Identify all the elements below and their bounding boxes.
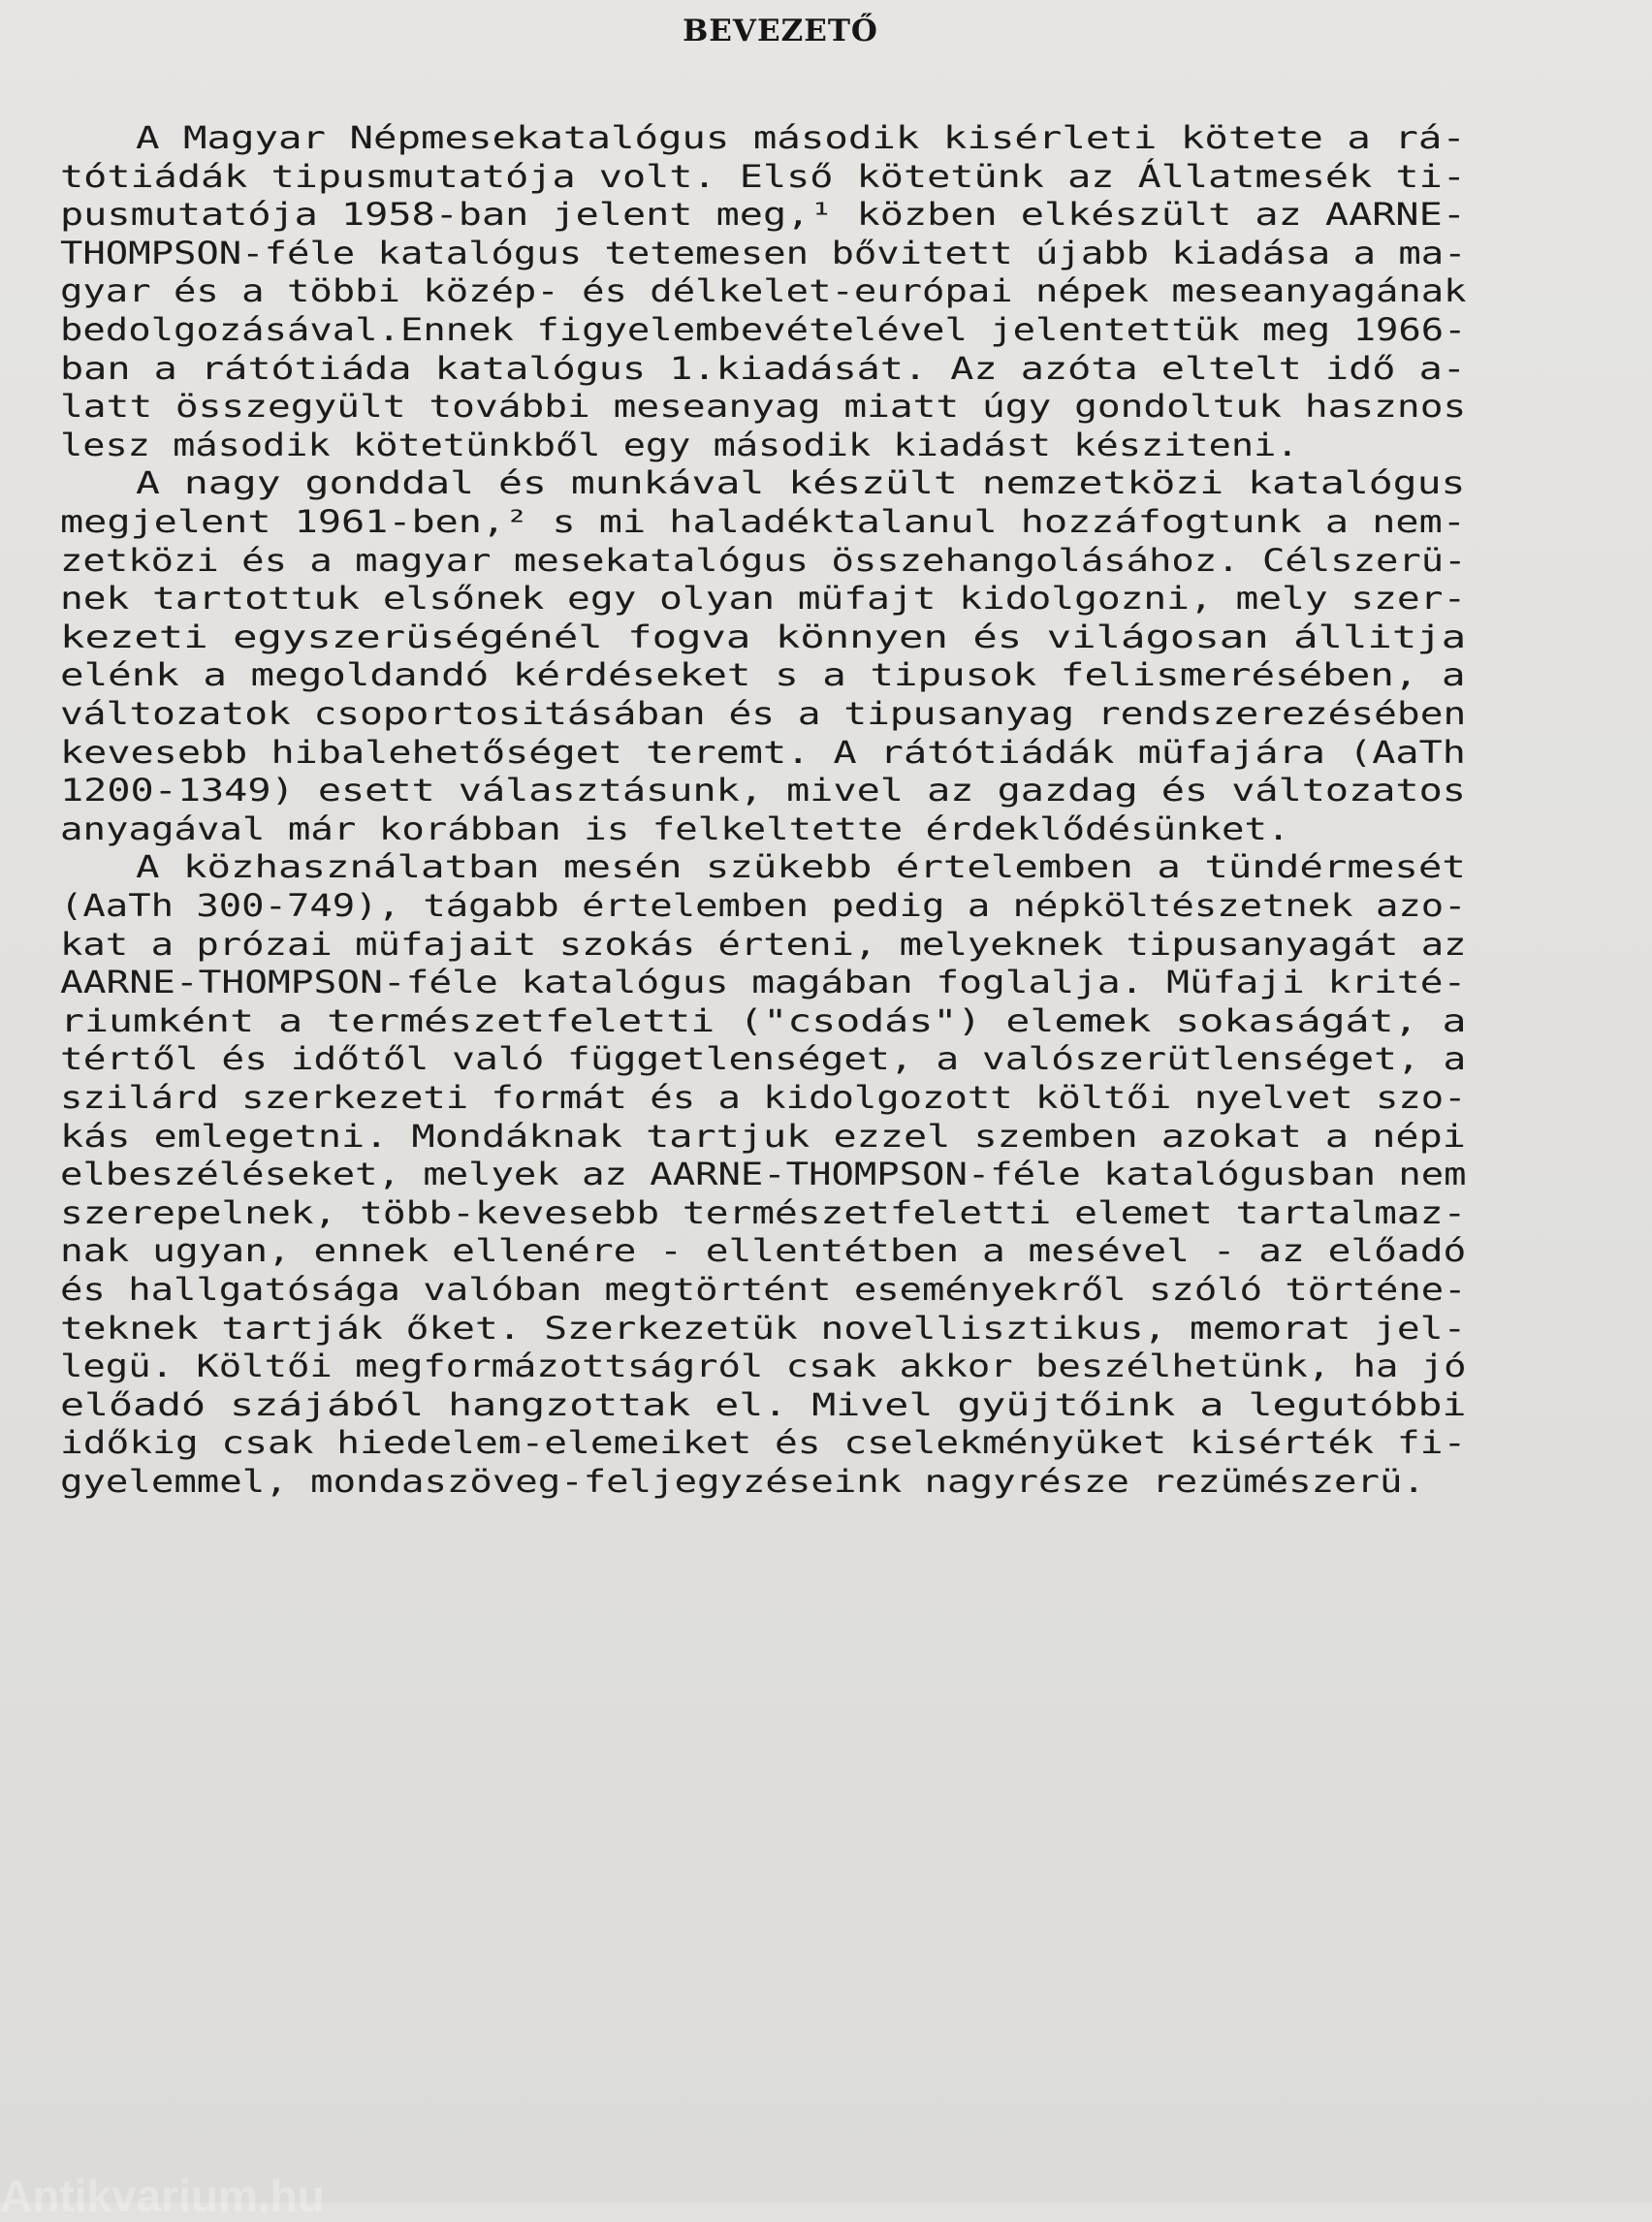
text-line: nek tartottuk elsőnek egy olyan müfajt kidolgozni, mely szer- [60, 580, 1467, 618]
text-line: nak ugyan, ennek ellenére - ellentétben a mesével - az előadó [60, 1232, 1467, 1270]
text-line: A Magyar Népmesekatalógus második kisérleti kötete a rá- [136, 119, 1466, 156]
text-line: bedolgozásával.Ennek figyelembevételével jelentettük meg 1966- [60, 311, 1467, 348]
text-line: elénk a megoldandó kérdéseket s a tipusok felismerésében, a [60, 656, 1466, 694]
text-line: szilárd szerkezeti formát és a kidolgozott költői nyelvet szo- [60, 1079, 1467, 1116]
text-line: A közhasználatban mesén szükebb értelemben a tündérmesét [136, 848, 1466, 886]
text-line: megjelent 1961-ben,² s mi haladéktalanul hozzáfogtunk a nem- [60, 503, 1466, 540]
text-line: legü. Költői megformázottságról csak akkor beszélhetünk, ha jó [60, 1348, 1467, 1385]
text-line: kat a prózai müfajait szokás érteni, melyeknek tipusanyagát az [60, 925, 1467, 963]
text-line: elbeszéléseket, melyek az AARNE-THOMPSON-féle katalógusban nem [60, 1156, 1467, 1193]
text-line: A nagy gonddal és munkával készült nemzetközi katalógus [136, 464, 1466, 502]
text-line: riumként a természetfeletti ("csodás") elemek sokaságát, a [60, 1001, 1467, 1039]
text-line: THOMPSON-féle katalógus tetemesen bővitett újabb kiadása a ma- [60, 234, 1467, 271]
text-line: kezeti egyszerüségénél fogva könnyen és világosan állitja [60, 618, 1467, 655]
text-line: lesz második kötetünkből egy második kiadást késziteni. [60, 426, 1299, 463]
watermark-logo: Antikvarium.hu [0, 2171, 325, 2221]
text-line: kás emlegetni. Mondáknak tartjuk ezzel szemben azokat a népi [60, 1117, 1466, 1155]
text-line: (AaTh 300-749), tágabb értelemben pedig a népköltészetnek azo- [60, 887, 1467, 924]
text-line: szerepelnek, több-kevesebb természetfeletti elemet tartalmaz- [60, 1193, 1467, 1231]
page-title: BEVEZETŐ [683, 14, 878, 48]
text-line: zetközi és a magyar mesekatalógus összehangolásához. Célszerü- [60, 541, 1467, 579]
text-line: gyelemmel, mondaszöveg-feljegyzéseink nagyrésze rezümészerü. [60, 1463, 1425, 1500]
text-line: 1200-1349) esett választásunk, mivel az gazdag és változatos [60, 772, 1466, 809]
text-line: és hallgatósága valóban megtörtént eseményekről szóló történe- [60, 1271, 1467, 1308]
text-line: ban a rátótiáda katalógus 1.kiadását. Az azóta eltelt idő a- [60, 349, 1466, 387]
text-line: változatok csoportositásában és a tipusanyag rendszerezésében [60, 695, 1467, 732]
text-line: anyagával már korábban is felkeltette érdeklődésünket. [60, 809, 1290, 847]
text-line: kevesebb hibalehetőséget teremt. A rátótiádák müfajára (AaTh [60, 733, 1466, 771]
text-line: teknek tartják őket. Szerkezetük novellisztikus, memorat jel- [60, 1309, 1467, 1347]
text-line: gyar és a többi közép- és délkelet-európai népek meseanyagának [60, 272, 1467, 310]
text-line: előadó szájából hangzottak el. Mivel gyüjtőink a legutóbbi [60, 1385, 1467, 1423]
text-line: időkig csak hiedelem-elemeiket és cselekményüket kisérték fi- [60, 1424, 1467, 1462]
text-line: latt összegyült további meseanyag miatt úgy gondoltuk hasznos [60, 388, 1467, 426]
text-line: AARNE-THOMPSON-féle katalógus magában foglalja. Müfaji krité- [60, 964, 1467, 1001]
text-line: pusmutatója 1958-ban jelent meg,¹ közben elkészült az AARNE- [60, 196, 1466, 234]
text-line: tértől és időtől való függetlenséget, a valószerütlenséget, a [60, 1040, 1467, 1078]
text-line: tótiádák tipusmutatója volt. Első kötetünk az Állatmesék ti- [60, 157, 1466, 195]
